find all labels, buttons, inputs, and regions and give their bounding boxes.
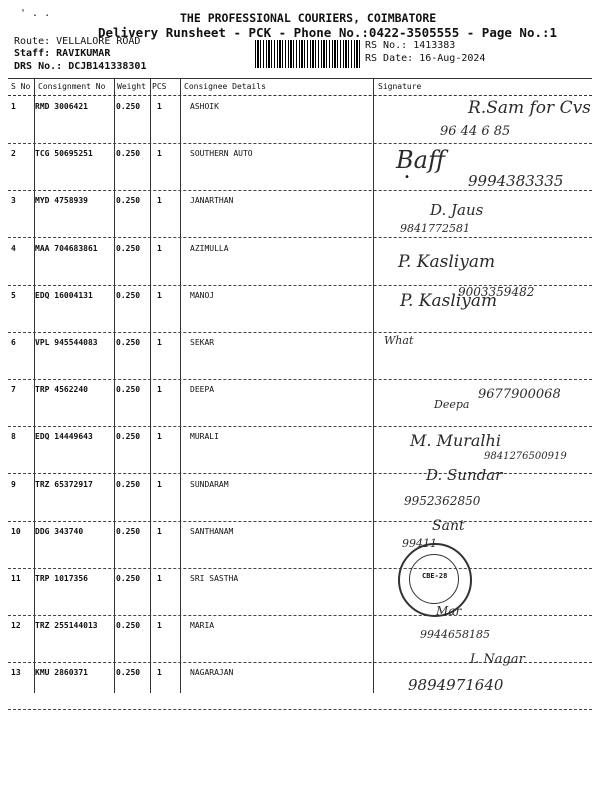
col-weight: Weight — [117, 82, 146, 91]
sno-cell: 4 — [11, 243, 16, 253]
consignment-cell: KMU 2860371 — [35, 668, 88, 678]
pcs-cell: 1 — [157, 338, 162, 347]
sno-cell: 8 — [11, 432, 16, 442]
sno-cell: 9 — [11, 479, 16, 489]
table-row — [8, 474, 592, 522]
barcode — [255, 40, 360, 68]
staff-label: Staff: — [14, 48, 51, 59]
sno-cell: 5 — [11, 290, 16, 300]
weight-cell: 0.250 — [116, 526, 141, 536]
col-signature: Signature — [378, 82, 422, 91]
pcs-cell: 1 — [157, 385, 162, 395]
col-pcs: PCS — [152, 82, 167, 91]
sno-cell: 11 — [11, 574, 21, 583]
handwritten-signature: Baff — [396, 146, 445, 174]
pcs-cell: 1 — [157, 149, 162, 159]
weight-cell: 0.250 — [116, 668, 141, 678]
handwritten-phone: 99411 — [402, 537, 437, 550]
consignee-cell: AZIMULLA — [190, 243, 229, 253]
route-label: Route: — [14, 36, 51, 47]
handwritten-phone: 9994383335 — [468, 172, 564, 190]
consignment-cell: TRP 4562240 — [35, 385, 88, 395]
sno-cell: 1 — [11, 102, 16, 111]
consignment-cell: DDG 343740 — [35, 526, 84, 536]
consignee-cell: MURALI — [190, 432, 219, 442]
drs-label: DRS No.: — [14, 61, 63, 72]
consignee-cell: MARIA — [190, 621, 215, 631]
weight-cell: 0.250 — [116, 149, 141, 159]
weight-cell: 0.250 — [116, 385, 141, 395]
drs-value: DCJB141338301 — [68, 61, 147, 72]
handwritten-signature: What — [384, 334, 414, 347]
handwritten-signature: D. Sundar — [426, 466, 503, 484]
consignee-cell: SEKAR — [190, 338, 215, 347]
handwritten-phone: 9677900068 — [478, 387, 561, 402]
weight-cell: 0.250 — [116, 432, 141, 442]
consignee-cell: SRI SASTHA — [190, 574, 239, 583]
sno-cell: 10 — [11, 526, 21, 536]
weight-cell: 0.250 — [116, 196, 141, 206]
consignment-cell: TRZ 65372917 — [35, 479, 93, 489]
pcs-cell: 1 — [157, 479, 162, 489]
consignment-cell: TRZ 255144013 — [35, 621, 98, 631]
pcs-cell: 1 — [157, 574, 162, 583]
consignment-cell: EDQ 16004131 — [35, 290, 93, 300]
weight-cell: 0.250 — [116, 290, 141, 300]
staff-line — [14, 48, 110, 59]
consignment-cell: RMD 3006421 — [35, 102, 88, 111]
handwritten-signature: D. Jaus — [430, 201, 484, 219]
route-value: VELLALORE ROAD — [56, 36, 141, 47]
handwritten-signature: Deepa — [434, 398, 470, 411]
table-row — [8, 190, 592, 238]
handwritten-signature: Mar — [436, 604, 462, 618]
consignment-cell: VPL 945544083 — [35, 338, 98, 347]
weight-cell: 0.250 — [116, 338, 141, 347]
consignee-cell: SANTHANAM — [190, 526, 234, 536]
consignee-cell: MANOJ — [190, 290, 215, 300]
handwritten-phone: 96 44 6 85 — [440, 124, 511, 139]
handwritten-signature: P. Kasliyam — [398, 252, 496, 272]
signature-dot: • — [404, 172, 411, 183]
table-row — [8, 238, 592, 286]
table-header — [8, 78, 592, 96]
table-row — [8, 521, 592, 569]
handwritten-signature: R.Sam for Cvs — [468, 98, 591, 118]
sno-cell: 13 — [11, 668, 21, 678]
col-consignment: Consignment No — [38, 82, 106, 91]
drs-line — [14, 61, 146, 72]
company-title: THE PROFESSIONAL COURIERS, COIMBATORE — [180, 11, 437, 25]
consignee-cell: ASHOIK — [190, 102, 219, 111]
stamp-center: CBE-28 — [422, 572, 448, 580]
handwritten-phone: 9841276500919 — [484, 451, 567, 462]
pcs-cell: 1 — [157, 668, 162, 678]
rs-no-label: RS No.: — [365, 40, 408, 51]
rs-date-line — [365, 53, 485, 64]
weight-cell: 0.250 — [116, 621, 141, 631]
sno-cell: 7 — [11, 385, 16, 395]
consignee-cell: JANARTHAN — [190, 196, 234, 206]
sno-cell: 2 — [11, 149, 16, 159]
rs-no-value: 1413383 — [413, 40, 456, 51]
sno-cell: 3 — [11, 196, 16, 206]
corner-dots: ' . . — [20, 8, 51, 19]
table-row — [8, 568, 592, 616]
sno-cell: 12 — [11, 621, 21, 631]
handwritten-phone: 9944658185 — [420, 628, 490, 641]
rs-no-line — [365, 40, 455, 51]
consignment-cell: EDQ 14449643 — [35, 432, 93, 442]
consignee-cell: NAGARAJAN — [190, 668, 234, 678]
handwritten-signature: P. Kasliyam — [400, 291, 498, 311]
handwritten-phone: 9952362850 — [404, 494, 481, 508]
pcs-cell: 1 — [157, 196, 162, 206]
pcs-cell: 1 — [157, 290, 162, 300]
weight-cell: 0.250 — [116, 102, 141, 111]
handwritten-signature: I. Nagar — [470, 652, 525, 667]
consignee-cell: SUNDARAM — [190, 479, 229, 489]
route-line — [14, 36, 140, 47]
handwritten-phone: 9003359482 — [458, 285, 535, 299]
consignee-cell: DEEPA — [190, 385, 215, 395]
col-sno: S No — [11, 82, 31, 91]
handwritten-phone: 9841772581 — [400, 222, 470, 235]
weight-cell: 0.250 — [116, 574, 141, 583]
handwritten-signature: M. Muralhi — [410, 431, 501, 450]
rs-date-value: 16-Aug-2024 — [419, 53, 486, 64]
weight-cell: 0.250 — [116, 243, 141, 253]
handwritten-phone: 9894971640 — [408, 676, 504, 694]
pcs-cell: 1 — [157, 243, 162, 253]
pcs-cell: 1 — [157, 621, 162, 631]
pcs-cell: 1 — [157, 102, 162, 111]
table-row — [8, 332, 592, 380]
rs-date-label: RS Date: — [365, 53, 414, 64]
consignee-cell: SOUTHERN AUTO — [190, 149, 253, 159]
col-consignee: Consignee Details — [184, 82, 266, 91]
handwritten-signature: Sant — [432, 518, 465, 534]
runsheet-title: Delivery Runsheet - PCK - Phone No.:0422-3505555 - Page No.:1 — [98, 25, 558, 40]
consignment-cell: TRP 1017356 — [35, 574, 88, 583]
sno-cell: 6 — [11, 338, 16, 347]
pcs-cell: 1 — [157, 526, 162, 536]
staff-value: RAVIKUMAR — [56, 48, 111, 59]
table-row — [8, 662, 592, 710]
pcs-cell: 1 — [157, 432, 162, 442]
consignment-cell: MAA 704683861 — [35, 243, 98, 253]
consignment-cell: TCG 50695251 — [35, 149, 93, 159]
weight-cell: 0.250 — [116, 479, 141, 489]
consignment-cell: MYD 4758939 — [35, 196, 88, 206]
